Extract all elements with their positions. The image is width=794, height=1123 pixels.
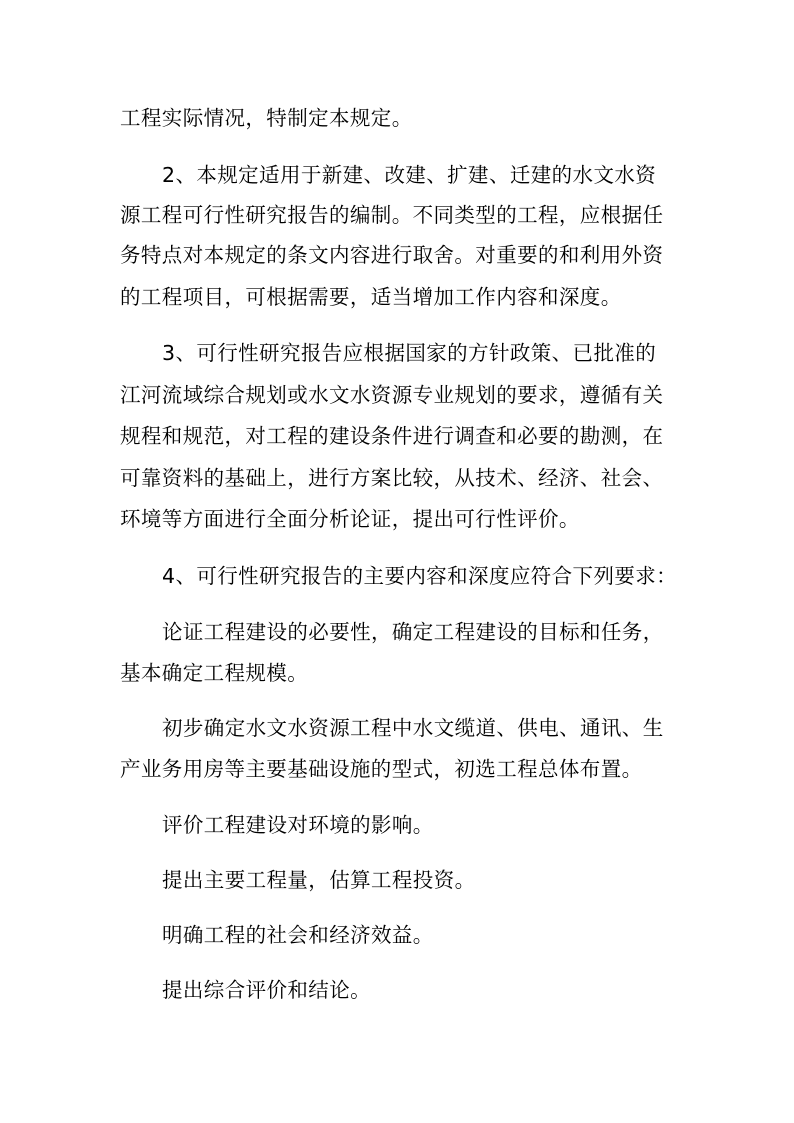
- text-line: 务特点对本规定的条文内容进行取舍。对重要的和利用外资: [120, 243, 664, 267]
- text-line: 基本确定工程规模。: [120, 661, 309, 685]
- text-line: 规程和规范，对工程的建设条件进行调查和必要的勘测，在: [120, 424, 664, 448]
- text-line: 可靠资料的基础上，进行方案比较，从技术、经济、社会、: [120, 466, 664, 490]
- text-line: 3、可行性研究报告应根据国家的方针政策、已批准的: [162, 341, 657, 365]
- text-line: 产业务用房等主要基础设施的型式，初选工程总体布置。: [120, 757, 643, 781]
- text-line: 初步确定水文水资源工程中水文缆道、供电、通讯、生: [162, 716, 664, 740]
- text-line: 环境等方面进行全面分析论证，提出可行性评价。: [120, 507, 580, 531]
- text-line: 提出综合评价和结论。: [162, 978, 371, 1002]
- text-line: 工程实际情况，特制定本规定。: [120, 106, 413, 130]
- text-line: 的工程项目，可根据需要，适当增加工作内容和深度。: [120, 285, 622, 309]
- text-line: 4、可行性研究报告的主要内容和深度应符合下列要求：: [162, 564, 678, 588]
- text-line: 提出主要工程量，估算工程投资。: [162, 868, 476, 892]
- text-line: 评价工程建设对环境的影响。: [162, 813, 434, 837]
- text-line: 源工程可行性研究报告的编制。不同类型的工程，应根据任: [120, 203, 664, 227]
- text-line: 论证工程建设的必要性，确定工程建设的目标和任务，: [162, 620, 664, 644]
- text-line: 江河流域综合规划或水文水资源专业规划的要求，遵循有关: [120, 383, 664, 407]
- text-line: 明确工程的社会和经济效益。: [162, 923, 434, 947]
- text-line: 2、本规定适用于新建、改建、扩建、迁建的水文水资: [162, 163, 657, 187]
